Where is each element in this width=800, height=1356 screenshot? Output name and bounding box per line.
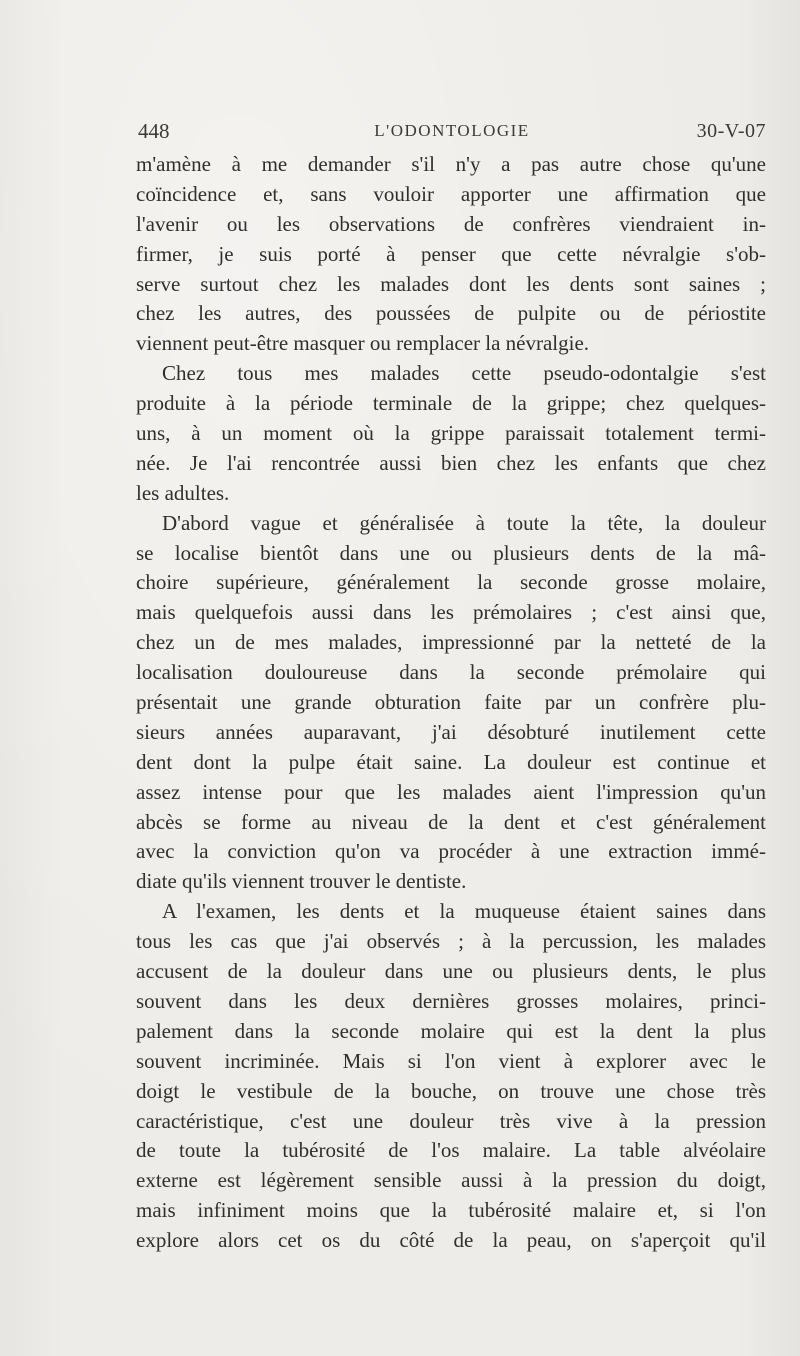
text-line: palement dans la seconde molaire qui est la dent la plus xyxy=(136,1018,766,1043)
text-line: firmer, je suis porté à penser que cette névralgie s'ob- xyxy=(136,241,766,266)
text-line: sieurs années auparavant, j'ai désobturé inutilement cette xyxy=(136,719,766,744)
text-line: dent dont la pulpe était saine. La douleur est continue et xyxy=(136,749,766,774)
journal-title: L'ODONTOLOGIE xyxy=(374,121,530,140)
body-text xyxy=(136,150,766,1256)
text-line: mais infiniment moins que la tubérosité malaire et, si l'on xyxy=(136,1198,766,1223)
text-line: coïncidence et, sans vouloir apporter une affirmation que xyxy=(136,181,766,206)
text-line: assez intense pour que les malades aient l'impression qu'un xyxy=(136,779,766,804)
text-line: serve surtout chez les malades dont les dents sont saines ; xyxy=(136,271,766,296)
text-line: les adultes. xyxy=(136,480,230,505)
text-line: explore alors cet os du côté de la peau, on s'aperçoit qu'il xyxy=(136,1228,766,1253)
text-line: tous les cas que j'ai observés ; à la percussion, les malades xyxy=(136,929,766,954)
text-line: présentait une grande obturation faite par un confrère plu- xyxy=(136,690,766,715)
text-line: produite à la période terminale de la grippe; chez quelques- xyxy=(136,391,766,416)
text-line: se localise bientôt dans une ou plusieurs dents de la mâ- xyxy=(136,540,766,565)
text-line: accusent de la douleur dans une ou plusieurs dents, le plus xyxy=(136,959,766,984)
text-line: m'amène à me demander s'il n'y a pas autre chose qu'une xyxy=(136,152,766,176)
page-number: 448 xyxy=(138,119,170,143)
text-line: localisation douloureuse dans la seconde prémolaire qui xyxy=(136,660,766,685)
text-line: l'avenir ou les observations de confrères viendraient in- xyxy=(136,211,766,236)
text-line: souvent dans les deux dernières grosses molaires, princi- xyxy=(136,988,766,1013)
text-line: choire supérieure, généralement la seconde grosse molaire, xyxy=(136,570,766,595)
issue-date: 30-V-07 xyxy=(696,120,766,142)
text-line: viennent peut-être masquer ou remplacer la névralgie. xyxy=(136,331,590,356)
running-header xyxy=(138,116,766,146)
text-line: de toute la tubérosité de l'os malaire. La table alvéolaire xyxy=(136,1138,766,1163)
text-line: abcès se forme au niveau de la dent et c'est généralement xyxy=(136,809,766,834)
text-line: externe est légèrement sensible aussi à la pression du doigt, xyxy=(136,1168,766,1193)
text-line: chez les autres, des poussées de pulpite ou de périostite xyxy=(136,301,766,326)
text-line: née. Je l'ai rencontrée aussi bien chez les enfants que chez xyxy=(136,450,766,475)
text-line: mais quelquefois aussi dans les prémolaires ; c'est ainsi que, xyxy=(136,600,766,625)
text-line: chez un de mes malades, impressionné par la netteté de la xyxy=(136,630,766,655)
text-line: Chez tous mes malades cette pseudo-odontalgie s'est xyxy=(162,361,766,386)
text-line: uns, à un moment où la grippe paraissait totalement termi- xyxy=(136,421,766,446)
text-line: souvent incriminée. Mais si l'on vient à explorer avec le xyxy=(136,1048,766,1073)
text-line: diate qu'ils viennent trouver le dentiste. xyxy=(136,869,467,894)
text-line: caractéristique, c'est une douleur très vive à la pression xyxy=(136,1108,766,1133)
text-line: avec la conviction qu'on va procéder à une extraction immé- xyxy=(136,839,766,864)
text-line: A l'examen, les dents et la muqueuse étaient saines dans xyxy=(162,899,766,924)
text-line: doigt le vestibule de la bouche, on trouve une chose très xyxy=(136,1078,766,1103)
text-line: D'abord vague et généralisée à toute la tête, la douleur xyxy=(162,510,766,535)
